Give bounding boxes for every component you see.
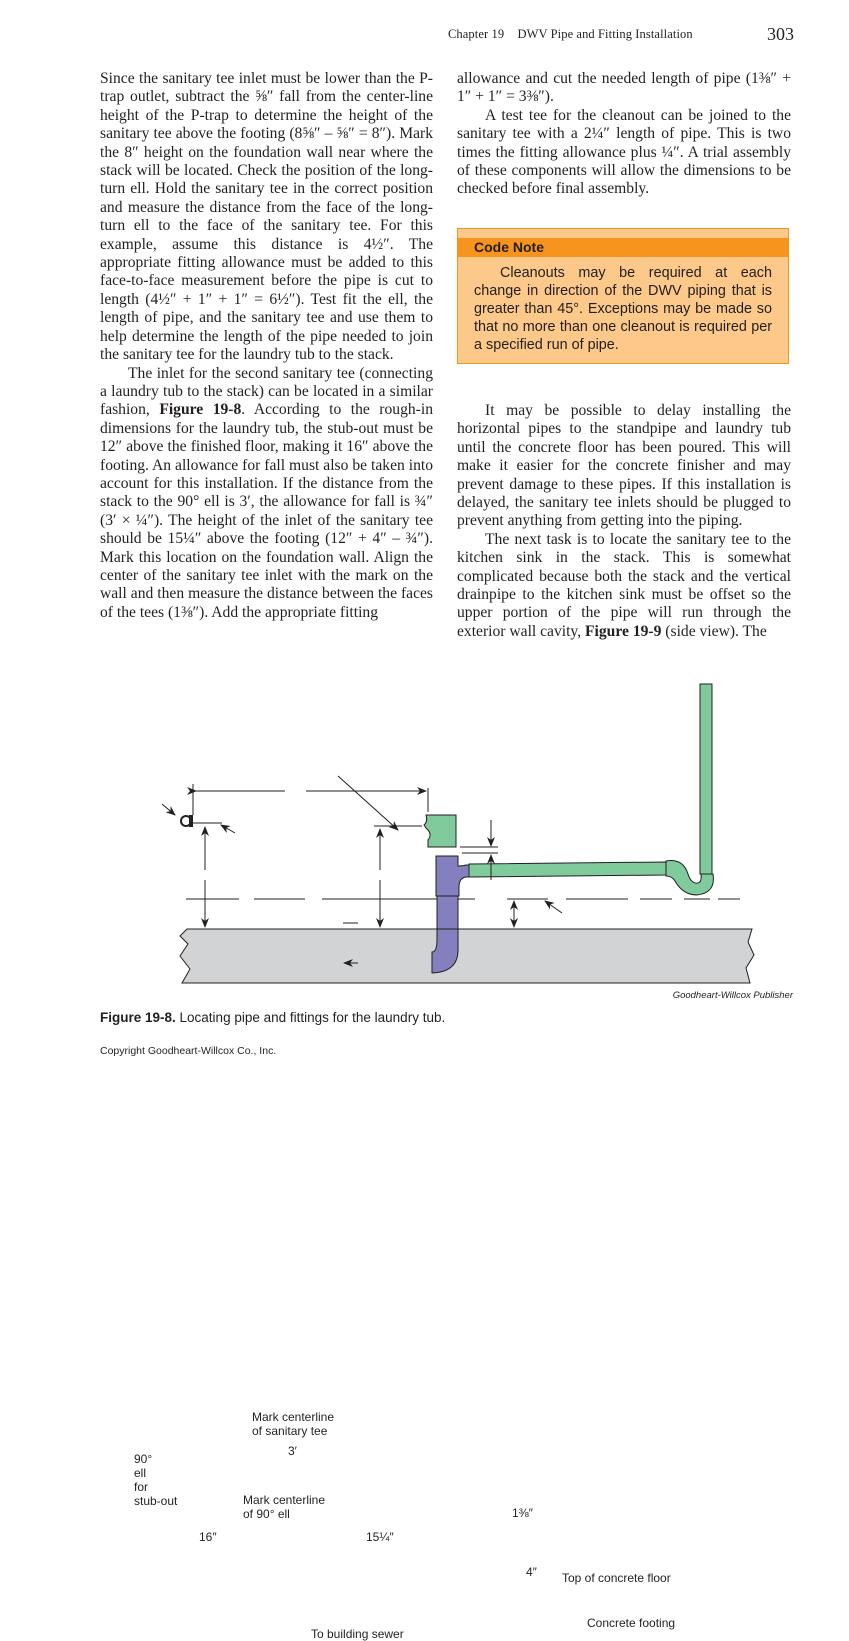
right-column-bottom [457,402,791,641]
chapter-title: DWV Pipe and Fitting Installation [517,27,693,41]
ell-90-symbol [181,815,193,827]
plumbing-diagram [0,660,849,1000]
label-mark-centerline-ell: Mark centerline of 90° ell [243,1493,326,1521]
paragraph-text: The inlet for the second sanitary tee (connecting a laundry tub to the stack) can be located in a similar fashion, [100,364,433,419]
paragraph [100,365,433,623]
figure-caption-text: Locating pipe and fittings for the laundry tub. [175,1010,446,1025]
purple-sanitary-tee [436,856,469,896]
paragraph: It may be possible to delay installing the horizontal pipes to the standpipe and laundry tub until the concrete floor has been poured. This will make it easier for the concrete finisher and may prevent damage to these pipes. If this installation is delayed, the sanitary tee inlets should be plugged to prevent anything from getting into the piping. [457,402,791,530]
code-note-box [457,228,789,364]
code-note-title: Code Note [458,238,788,257]
left-column [100,70,433,622]
dimension-3ft: 3′ [288,1444,297,1458]
dimension-16in: 16″ [199,1530,217,1544]
right-column-top [457,70,791,199]
purple-pipe-segment [437,896,458,929]
figure-reference-link[interactable]: Figure 19-9 [585,622,662,640]
label-ell-90: 90° ell for stub-out [134,1452,178,1508]
figure-caption-number: Figure 19-8. [100,1010,176,1025]
copyright-footer: Copyright Goodheart-Willcox Co., Inc. [100,1045,277,1057]
concrete-footing [180,929,754,983]
label-concrete-footing: Concrete footing [587,1616,676,1630]
label-top-of-concrete-floor: Top of concrete floor [562,1571,671,1585]
dimension-15-quarter: 15¼″ [366,1530,394,1544]
figure-reference-link[interactable]: Figure 19-8 [159,401,242,419]
figure-credit: Goodheart-Willcox Publisher [672,990,793,1001]
green-test-tee [424,815,456,847]
paragraph: A test tee for the cleanout can be joined to the sanitary tee with a 2¼″ length of pipe. This is two times the fitting allowance plus ¼″. A trial assembly of these components will allow the dimensions to be checked before final assembly. [457,106,791,198]
page-number: 303 [767,24,794,44]
dimension-4in: 4″ [526,1565,537,1579]
green-horizontal-pipe [469,862,666,877]
paragraph-text: The next task is to locate the sanitary tee to the kitchen sink in the stack. This is somewhat complicated because both the stack and the vertical drainpipe to the kitchen sink must be offset so the upper portion of the pipe will run through the exterior wall cavity, [457,530,791,640]
paragraph-text: . According to the rough-in dimensions for the laundry tub, the stub-out must be 12″ above the finished floor, making it 16″ above the footing. An allowance for fall must also be taken into account for this installation. If the distance from the stack to the 90° ell is 3′, the allowance for fall is ¾″ (3′ × ¼″). The height of the inlet of the sanitary tee should be 15¼″ above the footing (12″ + 4″ – ¾″). Mark this location on the foundation wall. Align the center of the sanitary tee inlet with the mark on the wall and then measure the distance between the faces of the tees (1⅜″). Add the appropriate fitting [100,401,433,621]
paragraph-text: (side view). The [661,622,767,640]
chapter-number: Chapter 19 [448,27,505,41]
code-note-body: Cleanouts may be required at each change in direction of the DWV piping that is greater than 45°. Exceptions may be made so that no more than one cleanout is required per a specified run of pipe. [474,265,772,353]
paragraph: allowance and cut the needed length of pipe (1⅜″ + 1″ + 1″ = 3⅜″). [457,70,791,106]
paragraph [457,531,791,641]
figure-caption [100,1010,445,1025]
paragraph: Since the sanitary tee inlet must be lower than the P-trap outlet, subtract the ⅝″ fall from the center-line height of the P-trap to determine the height of the sanitary tee above the footing (8⅝″ – ⅝″ = 8″). Mark the 8″ height on the foundation wall near where the stack will be located. Check the position of the long-turn ell. Hold the sanitary tee in the correct position and measure the distance from the face of the long-turn ell to the face of the sanitary tee. For this example, assume this distance is 4½″. The appropriate fitting allowance must be added to this face-to-face measurement before the pipe is cut to length (4½″ + 1″ + 1″ = 6½″). Test fit the ell, the length of pipe, and the sanitary tee and use them to help determine the length of the pipe needed to join the sanitary tee for the laundry tub to the stack. [100,70,433,364]
green-standpipe [700,684,712,874]
dimension-1-3-8: 1⅜″ [512,1506,533,1520]
label-to-building-sewer: To building sewer [311,1627,404,1641]
running-head [448,27,693,42]
label-mark-centerline-tee: Mark centerline of sanitary tee [252,1410,335,1438]
